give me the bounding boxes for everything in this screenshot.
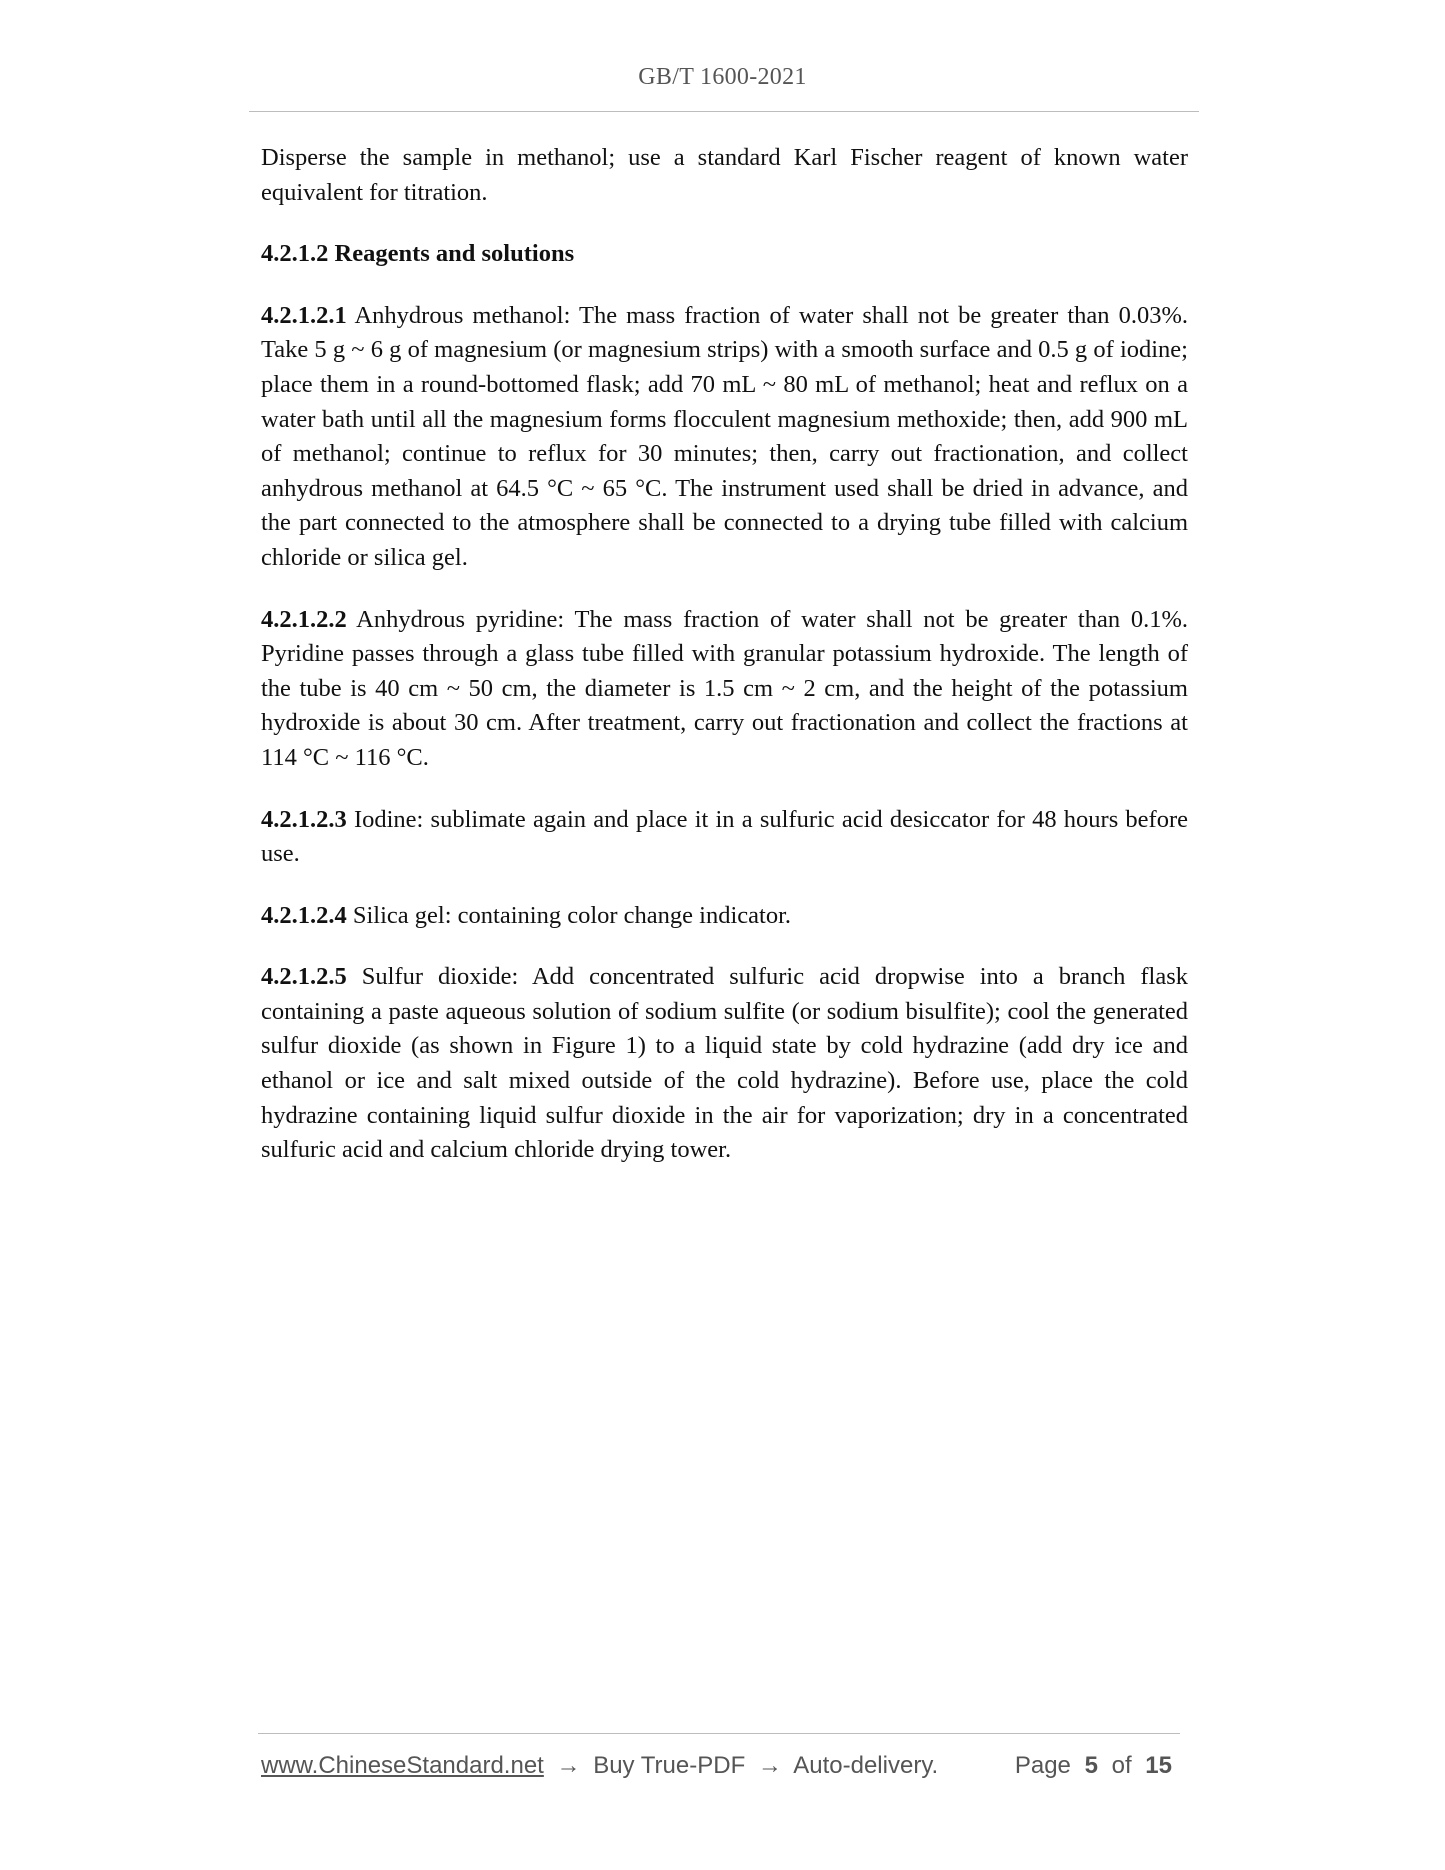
clause-text: Silica gel: containing color change indicator. (352, 901, 792, 929)
clause-number: 4.2.1.2.1 (261, 301, 347, 329)
intro-paragraph: Disperse the sample in methanol; use a standard Karl Fischer reagent of known water equivalent for titration. (261, 144, 1188, 206)
page-of-label: of (1111, 1752, 1132, 1779)
page-label: Page (1014, 1752, 1071, 1779)
clause-text: Anhydrous methanol: The mass fraction of water shall not be greater than 0.03%. Take 5 g ~ 6 g of magnesium (or magnesium strips) with a smooth surface and 0.5 g of iodine; place them in a round-bottomed flask; add 70 mL ~ 80 mL of methanol; heat and reflux on a water bath until all the magnesium forms flocculent magnesium methoxide; then, add 900 mL of methanol; continue to reflux for 30 minutes; then, carry out fractionation, and collect anhydrous methanol at 64.5 °C ~ 65 °C. The instrument used shall be dried in advance, and the part connected to the atmosphere shall be connected to a drying tube filled with calcium chloride or silica gel. (261, 301, 1188, 571)
clause-text: Anhydrous pyridine: The mass fraction of water shall not be greater than 0.1%. Pyridine passes through a glass tube filled with granular potassium hydroxide. The length of the tube is 40 cm ~ 50 cm, the diameter is 1.5 cm ~ 2 cm, and the height of the potassium hydroxide is about 30 cm. After treatment, carry out fractionation and collect the fractions at 114 °C ~ 116 °C. (261, 605, 1188, 771)
page-body (261, 141, 1188, 1195)
document-code-header: GB/T 1600-2021 (638, 64, 807, 90)
clause-4-2-1-2-2 (261, 603, 1188, 776)
arrow-right-icon: → (556, 1752, 581, 1779)
footer-divider (258, 1733, 1180, 1734)
clause-4-2-1-2-5 (261, 960, 1188, 1168)
page-current: 5 (1084, 1752, 1098, 1779)
clause-4-2-1-2-3 (261, 803, 1188, 872)
auto-delivery-text: Auto-delivery. (793, 1752, 939, 1779)
page-counter (1015, 1752, 1179, 1780)
clause-number: 4.2.1.2.2 (261, 605, 347, 633)
clause-4-2-1-2-4 (261, 899, 1188, 934)
clause-4-2-1-2-1 (261, 299, 1188, 576)
section-heading: 4.2.1.2 Reagents and solutions (261, 240, 575, 268)
page-total: 15 (1145, 1752, 1172, 1779)
footer-promo (261, 1752, 938, 1780)
clause-number: 4.2.1.2.4 (261, 901, 347, 929)
clause-number: 4.2.1.2.5 (261, 963, 347, 991)
clause-number: 4.2.1.2.3 (261, 805, 347, 833)
website-link[interactable]: www.ChineseStandard.net (261, 1752, 544, 1779)
clause-text: Iodine: sublimate again and place it in a sulfuric acid desiccator for 48 hours before use. (261, 805, 1189, 868)
arrow-right-icon: → (757, 1752, 782, 1779)
page-footer (261, 1752, 1179, 1784)
header-divider (249, 111, 1199, 112)
buy-true-pdf-text: Buy True-PDF (593, 1752, 746, 1779)
clause-text: Sulfur dioxide: Add concentrated sulfuric acid dropwise into a branch flask containing a paste aqueous solution of sodium sulfite (or sodium bisulfite); cool the generated sulfur dioxide (as shown in Figure 1) to a liquid state by cold hydrazine (add dry ice and ethanol or ice and salt mixed outside of the cold hydrazine). Before use, place the cold hydrazine containing liquid sulfur dioxide in the air for vaporization; dry in a concentrated sulfuric acid and calcium chloride drying tower. (261, 963, 1188, 1164)
